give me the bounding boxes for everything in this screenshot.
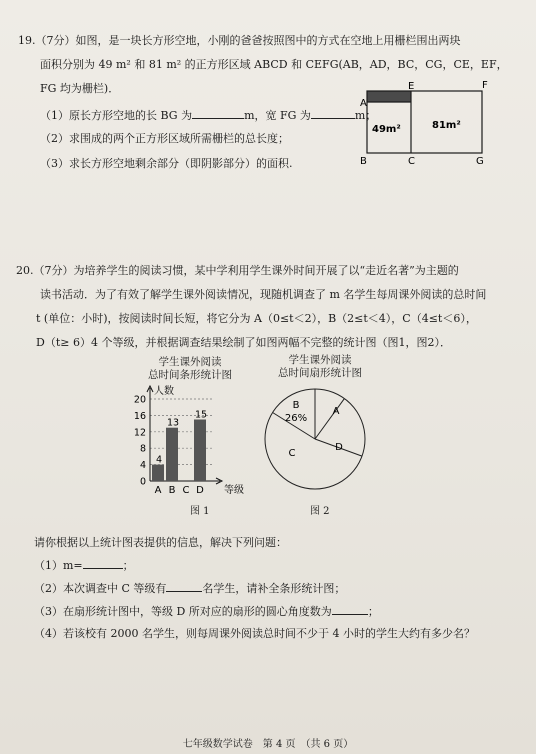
fig2-title-line1: 学生课外阅读 [288, 354, 352, 366]
bar-value-label-D: 15 [194, 409, 208, 421]
pie-slice-label-D: D [335, 442, 343, 453]
q20-m-blank[interactable] [83, 558, 123, 569]
q20-sub1 [34, 558, 134, 573]
bar-value-label-B: 13 [166, 417, 180, 429]
q20-sub3-text-b: ； [367, 605, 379, 618]
label-f: F [482, 80, 488, 91]
bar-A [152, 465, 164, 481]
x-tick-label-C: C [182, 485, 190, 495]
page-footer: 七年级数学试卷 第 4 页 （共 6 页） [182, 739, 354, 750]
y-tick-label: 16 [133, 410, 146, 422]
y-tick-label: 20 [133, 394, 146, 406]
q20-angle-blank[interactable] [332, 604, 368, 615]
q20-sub4: （4）若该校有 2000 名学生，则每周课外阅读总时间不少于 4 小时的学生大约有多少名？ [34, 627, 475, 640]
pie-slice-label-B: B [292, 400, 300, 411]
y-tick-label: 4 [139, 460, 146, 472]
y-axis-title: 人数 [154, 386, 174, 397]
fig1-title-line1: 学生课外阅读 [158, 356, 222, 368]
x-tick-label-A: A [154, 485, 162, 495]
y-tick-label: 12 [133, 427, 146, 439]
label-g: G [476, 156, 484, 167]
bar-chart [120, 380, 270, 495]
q20-sub2-text-a: （2）本次调查中 C 等级有 [34, 582, 167, 595]
area-81-label: 81m² [432, 120, 461, 131]
pie-slice-percent-B: 26% [284, 413, 308, 424]
q19-line3: FG 均为栅栏)． [40, 82, 120, 95]
x-axis-title: 等级 [224, 485, 244, 495]
q20-line1: 20.（7分）为培养学生的阅读习惯，某中学利用学生课外时间开展了以“走近名著”为主题的 [16, 264, 459, 277]
y-tick-label: 8 [139, 443, 146, 455]
q19-bg-blank[interactable] [192, 108, 244, 119]
area-49-label: 49m² [372, 124, 401, 135]
q20-sub2-text-b: 名学生，请补全条形统计图； [202, 582, 346, 595]
q19-sub1-text-b: m，宽 FG 为 [244, 109, 311, 122]
label-c: C [408, 156, 415, 167]
fig1-title-line2: 总时间条形统计图 [148, 369, 232, 381]
q20-sub3 [34, 604, 379, 619]
q19-sub1 [40, 108, 376, 123]
bar-D [194, 420, 206, 482]
pie-slice-label-C: C [288, 448, 296, 459]
q20-instruction: 请你根据以上统计图表提供的信息，解决下列问题： [34, 536, 287, 549]
label-e: E [408, 81, 415, 92]
q20-sub2 [34, 581, 345, 596]
q19-sub1-text-a: （1）原长方形空地的长 BG 为 [40, 109, 193, 122]
q20-line4: D（t≥ 6）4 个等级，并根据调查结果绘制了如图两幅不完整的统计图（图1，图2）． [36, 336, 451, 349]
q20-sub1-text-b: ； [122, 559, 134, 572]
bar-value-label-A: 4 [155, 454, 163, 466]
slice-divider-2 [315, 399, 344, 439]
q19-line1: 19.（7分）如图，是一块长方形空地，小刚的爸爸按照图中的方式在空地上用栅栏围出两块 [18, 34, 461, 47]
y-tick-label: 0 [139, 476, 146, 488]
x-tick-label-B: B [168, 485, 176, 495]
q20-sub3-text-a: （3）在扇形统计图中，等级 D 所对应的扇形的圆心角度数为 [34, 605, 332, 618]
label-a: A [360, 98, 367, 109]
shaded-region [367, 91, 411, 102]
x-tick-label-D: D [196, 485, 204, 495]
fig1-caption: 图 1 [190, 506, 210, 517]
q19-sub1-text-c: m； [354, 109, 377, 122]
bar-B [166, 428, 178, 481]
fig2-title-line2: 总时间扇形统计图 [278, 367, 362, 379]
pie-slice-label-A: A [332, 406, 340, 417]
label-b: B [360, 156, 367, 167]
q20-line3: t (单位：小时)，按阅读时间长短，将它分为 A（0≤t＜2），B（2≤t＜4），C（4≤t＜6）， [36, 312, 477, 325]
q20-c-blank[interactable] [166, 581, 202, 592]
q19-line2: 面积分别为 49 m² 和 81 m² 的正方形区域 ABCD 和 CEFG(AB，AD，BC，CG，CE，EF， [40, 58, 508, 71]
q20-sub1-text-a: （1）m= [34, 559, 83, 572]
q20-line2: 读书活动．为了有效了解学生课外阅读情况，现随机调查了 m 名学生每周课外阅读的总时间 [40, 288, 487, 301]
q19-figure [352, 80, 492, 168]
fig2-caption: 图 2 [310, 506, 330, 517]
q19-sub3: （3）求长方形空地剩余部分（即阴影部分）的面积. [40, 157, 293, 170]
q19-sub2: （2）求围成的两个正方形区域所需栅栏的总长度； [40, 132, 289, 145]
pie-chart [262, 386, 372, 496]
q19-fg-blank[interactable] [311, 108, 355, 119]
